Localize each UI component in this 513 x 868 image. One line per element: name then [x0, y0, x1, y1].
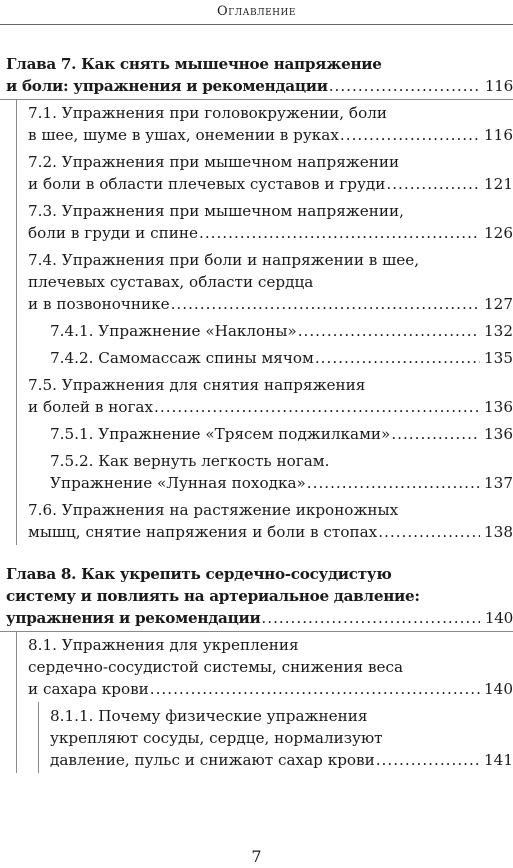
- toc-entry-line: давление, пульс и снижают сахар крови: [50, 751, 375, 769]
- toc-page-number: 132: [484, 322, 513, 340]
- toc-entry-last-line: [6, 75, 481, 97]
- toc-page-number: 126: [484, 224, 513, 242]
- toc-entry[interactable]: [0, 563, 513, 629]
- toc-entry-last-line: [28, 124, 481, 146]
- toc-entry-line: упражнения и рекомендации: [6, 609, 261, 627]
- toc-entry-line: 7.1. Упражнения при головокружении, боли: [28, 104, 387, 122]
- indent-guide: [16, 631, 17, 773]
- chapter-divider: [0, 99, 513, 100]
- toc-entry-line: и боли в области плечевых суставов и груди: [28, 175, 386, 193]
- toc-entry[interactable]: [0, 423, 513, 445]
- toc-entry-last-line: [50, 423, 481, 445]
- toc-entry[interactable]: [0, 374, 513, 418]
- toc-entry-line: 8.1. Упражнения для укрепления: [28, 636, 299, 654]
- toc-entry[interactable]: [0, 53, 513, 97]
- toc-entry-line: 7.4.2. Самомассаж спины мячом: [50, 349, 314, 367]
- toc-entry-last-line: [28, 173, 481, 195]
- dot-leader: [315, 347, 480, 369]
- toc-entry[interactable]: [0, 320, 513, 342]
- toc-entry-line: систему и повлиять на артериальное давление:: [6, 587, 420, 605]
- toc-entry-line: в шее, шуме в ушах, онемении в руках: [28, 126, 339, 144]
- dot-leader: [340, 124, 480, 146]
- toc-entry-line: 7.3. Упражнения при мышечном напряжении,: [28, 202, 404, 220]
- toc-entry-last-line: [50, 749, 481, 771]
- toc-entry-line: 8.1.1. Почему физические упражнения: [50, 707, 368, 725]
- toc-entry[interactable]: [0, 249, 513, 315]
- indent-guide: [16, 99, 17, 545]
- toc-entry-line: 7.4.1. Упражнение «Наклоны»: [50, 322, 297, 340]
- toc-entry-line: 7.5.2. Как вернуть легкость ногам.: [50, 452, 330, 470]
- header-rule: [0, 24, 513, 25]
- toc-entry-line: сердечно-сосудистой системы, снижения веса: [28, 658, 404, 676]
- toc-page-number: 136: [484, 425, 513, 443]
- page-number: 7: [251, 847, 262, 866]
- toc-entry-line: 7.4. Упражнения при боли и напряжении в шее,: [28, 251, 420, 269]
- toc-entry[interactable]: [0, 450, 513, 494]
- toc-entry[interactable]: [0, 102, 513, 146]
- toc-entry-last-line: [28, 396, 481, 418]
- dot-leader: [391, 423, 480, 445]
- toc-page-number: 138: [484, 523, 513, 541]
- toc-entry-last-line: [28, 293, 481, 315]
- toc-entry-line: и боли: упражнения и рекомендации: [6, 77, 328, 95]
- toc-entry-line: мышц, снятие напряжения и боли в стопах: [28, 523, 378, 541]
- toc-page-number: 121: [484, 175, 513, 193]
- toc-entry-line: плечевых суставах, области сердца: [28, 273, 314, 291]
- toc-page-number: 127: [484, 295, 513, 313]
- dot-leader: [150, 678, 480, 700]
- toc-entry-line: и сахара крови: [28, 680, 149, 698]
- toc-page-number: 136: [484, 398, 513, 416]
- dot-leader: [261, 607, 480, 629]
- dot-leader: [199, 222, 480, 244]
- toc-page-number: 140: [484, 609, 513, 627]
- dot-leader: [386, 173, 480, 195]
- toc-entry-line: 7.5. Упражнения для снятия напряжения: [28, 376, 366, 394]
- toc-page-number: 135: [484, 349, 513, 367]
- toc-entry[interactable]: [0, 200, 513, 244]
- toc-entry-last-line: [50, 472, 481, 494]
- toc-entry-line: 7.6. Упражнения на растяжение икроножных: [28, 501, 399, 519]
- toc-entry-line: и в позвоночнике: [28, 295, 170, 313]
- toc-entry-last-line: [28, 222, 481, 244]
- toc-entry-last-line: [50, 320, 481, 342]
- toc-entry-line: укрепляют сосуды, сердце, нормализуют: [50, 729, 383, 747]
- toc-entry[interactable]: [0, 705, 513, 771]
- toc-entry[interactable]: [0, 499, 513, 543]
- running-head-title: Оглавление: [217, 4, 296, 19]
- toc-page-number: 141: [484, 751, 513, 769]
- dot-leader: [376, 749, 480, 771]
- toc-entry-line: Глава 7. Как снять мышечное напряжение: [6, 55, 382, 73]
- toc-page-number: 116: [484, 77, 513, 95]
- toc-page-number: 116: [484, 126, 513, 144]
- toc-entry-line: Глава 8. Как укрепить сердечно-сосудистую: [6, 565, 392, 583]
- toc-page-number: 137: [484, 474, 513, 492]
- dot-leader: [329, 75, 480, 97]
- toc-page-number: 140: [484, 680, 513, 698]
- dot-leader: [307, 472, 480, 494]
- toc-entry-last-line: [28, 678, 481, 700]
- toc-entry-line: Упражнение «Лунная походка»: [50, 474, 306, 492]
- dot-leader: [154, 396, 480, 418]
- toc-entry[interactable]: [0, 634, 513, 700]
- toc-entry-line: 7.5.1. Упражнение «Трясем поджилками»: [50, 425, 391, 443]
- toc-entry[interactable]: [0, 347, 513, 369]
- toc-entry-last-line: [6, 607, 481, 629]
- toc-entry-line: боли в груди и спине: [28, 224, 198, 242]
- toc-entry-last-line: [28, 521, 481, 543]
- toc-entry-line: и болей в ногах: [28, 398, 154, 416]
- dot-leader: [378, 521, 480, 543]
- indent-guide: [38, 702, 39, 773]
- dot-leader: [171, 293, 480, 315]
- chapter-divider: [0, 631, 513, 632]
- toc-entry-line: 7.2. Упражнения при мышечном напряжении: [28, 153, 400, 171]
- dot-leader: [298, 320, 480, 342]
- table-of-contents: [0, 53, 513, 776]
- toc-entry-last-line: [50, 347, 481, 369]
- toc-entry[interactable]: [0, 151, 513, 195]
